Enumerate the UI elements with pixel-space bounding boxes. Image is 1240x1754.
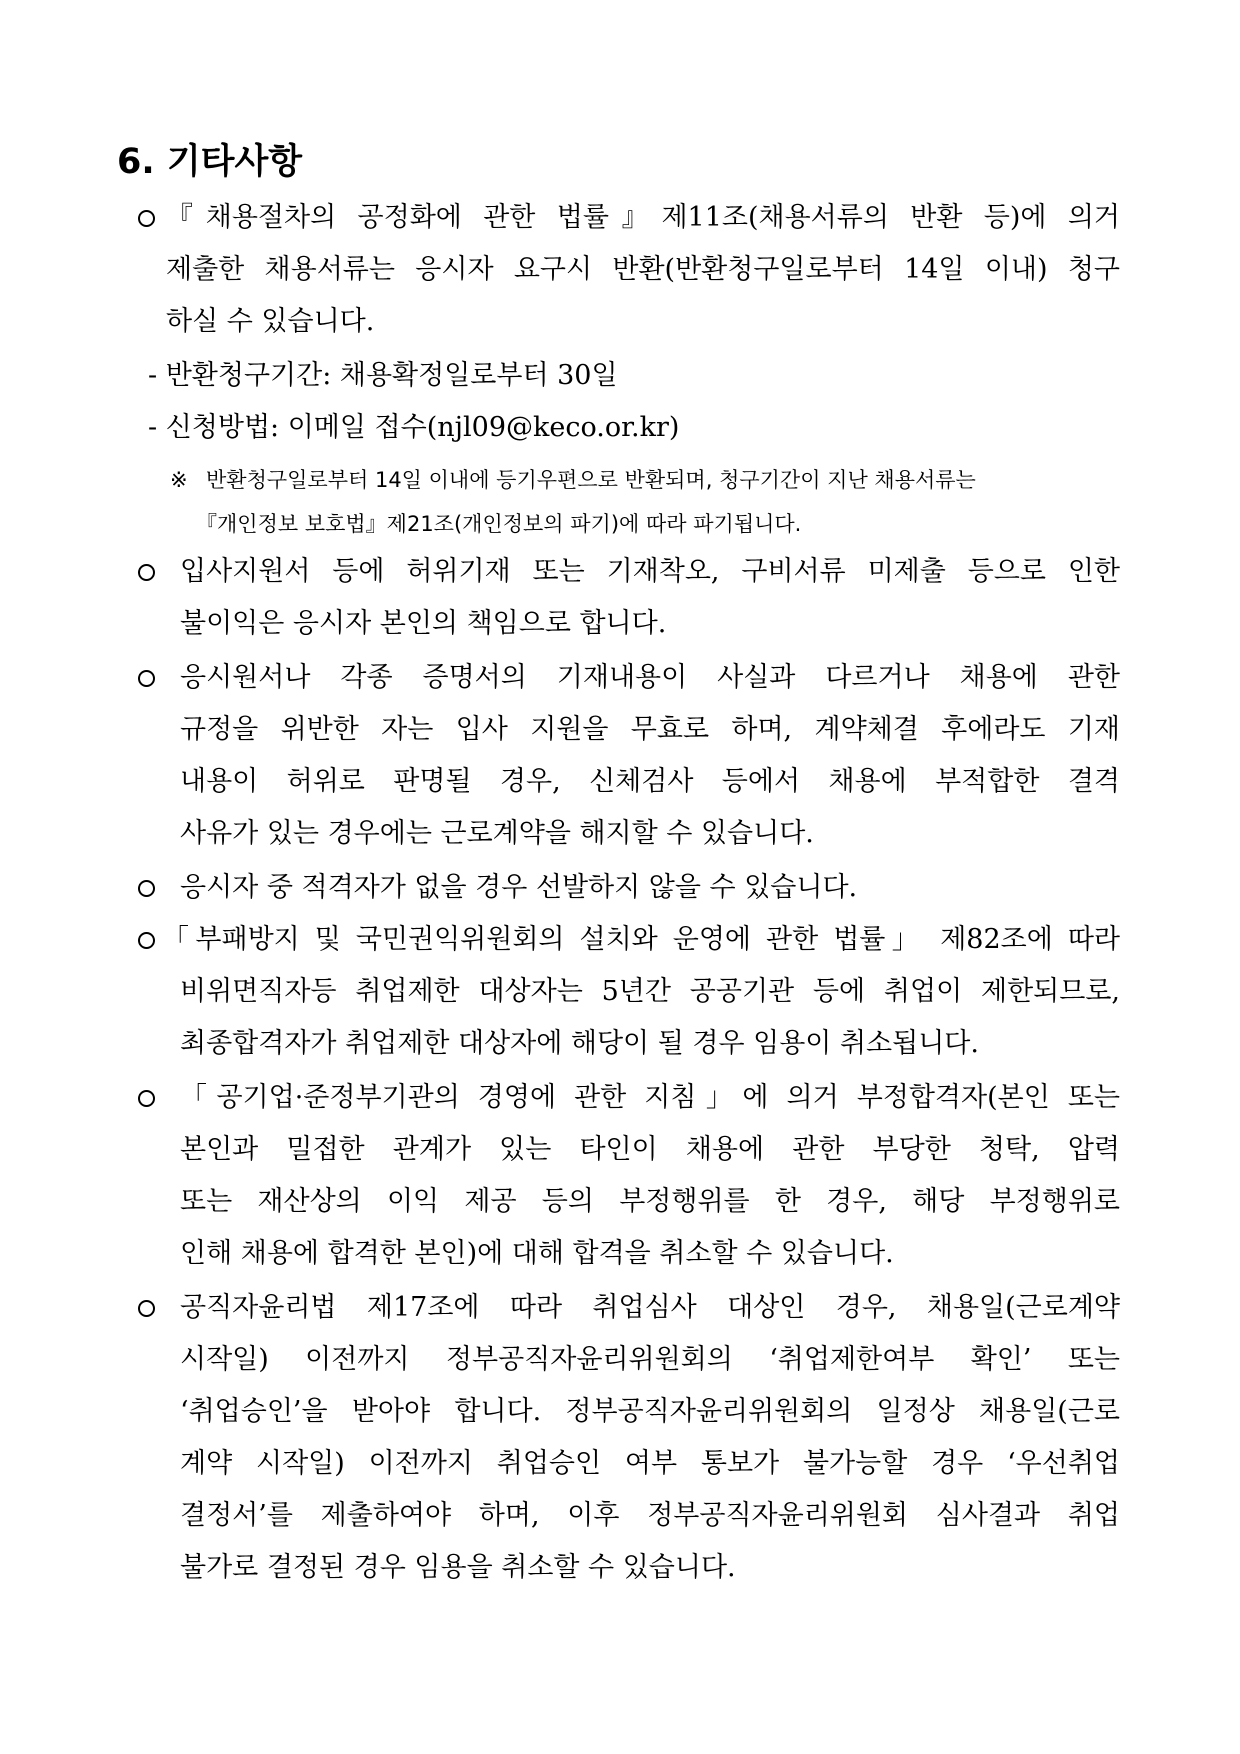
bullet-circle-icon <box>138 1282 155 1334</box>
item-1-line-3: 하실 수 있습니다. <box>166 306 375 337</box>
bullet-circle-icon <box>138 192 155 244</box>
item-3-line-4: 사유가 있는 경우에는 근로계약을 해지할 수 있습니다. <box>180 818 814 849</box>
item-3-line-3: 내용이 허위로 판명될 경우, 신체검사 등에서 채용에 부적합한 결격 <box>180 766 1120 797</box>
item-6-line-2: 본인과 밀접한 관계가 있는 타인이 채용에 관한 부당한 청탁, 압력 <box>180 1134 1120 1165</box>
item-3-line-1: 응시원서나 각종 증명서의 기재내용이 사실과 다르거나 채용에 관한 <box>180 662 1120 693</box>
item-4-line-1: 응시자 중 적격자가 없을 경우 선발하지 않을 수 있습니다. <box>180 872 858 903</box>
bullet-circle-icon <box>138 546 155 598</box>
item-5-line-2: 비위면직자등 취업제한 대상자는 5년간 공공기관 등에 취업이 제한되므로, <box>180 976 1120 1007</box>
bullet-circle-icon <box>138 1072 155 1124</box>
item-7-line-1: 공직자윤리법 제17조에 따라 취업심사 대상인 경우, 채용일(근로계약 <box>180 1292 1120 1323</box>
item-1-line-1: 『채용절차의 공정화에 관한 법률』제11조(채용서류의 반환 등)에 의거 <box>166 202 1120 233</box>
item-7-line-3: ‘취업승인’을 받아야 합니다. 정부공직자윤리위원회의 일정상 채용일(근로 <box>180 1396 1120 1427</box>
item-5-line-3: 최종합격자가 취업제한 대상자에 해당이 될 경우 임용이 취소됩니다. <box>180 1028 979 1059</box>
item-6-line-1: 「공기업·준정부기관의 경영에 관한 지침」에 의거 부정합격자(본인 또는 <box>180 1082 1120 1113</box>
bullet-circle-icon <box>138 652 155 704</box>
bullet-circle-icon <box>138 862 155 914</box>
note-mark: ※ <box>170 468 188 492</box>
item-3-line-2: 규정을 위반한 자는 입사 지원을 무효로 하며, 계약체결 후에라도 기재 <box>180 714 1120 745</box>
item-7-line-4: 계약 시작일) 이전까지 취업승인 여부 통보가 불가능할 경우 ‘우선취업 <box>180 1448 1120 1479</box>
item-2-line-2: 불이익은 응시자 본인의 책임으로 합니다. <box>180 608 667 639</box>
item-7-line-5: 결정서’를 제출하여야 하며, 이후 정부공직자윤리위원회 심사결과 취업 <box>180 1500 1120 1531</box>
item-6-line-3: 또는 재산상의 이익 제공 등의 부정행위를 한 경우, 해당 부정행위로 <box>180 1186 1120 1217</box>
item-7-line-6: 불가로 결정된 경우 임용을 취소할 수 있습니다. <box>180 1552 736 1583</box>
item-2-line-1: 입사지원서 등에 허위기재 또는 기재착오, 구비서류 미제출 등으로 인한 <box>180 556 1120 587</box>
item-5-line-1: 「부패방지 및 국민권익위원회의 설치와 운영에 관한 법률」 제82조에 따라 <box>162 924 1120 955</box>
item-6-line-4: 인해 채용에 합격한 본인)에 대해 합격을 취소할 수 있습니다. <box>180 1238 894 1269</box>
return-period-subitem: - 반환청구기간: 채용확정일로부터 30일 <box>148 360 618 391</box>
note-line-1: 반환청구일로부터 14일 이내에 등기우편으로 반환되며, 청구기간이 지난 채용서류는 <box>206 468 976 492</box>
application-method-subitem: - 신청방법: 이메일 접수(njl09@keco.or.kr) <box>148 412 680 443</box>
bullet-circle-icon <box>138 914 155 966</box>
item-7-line-2: 시작일) 이전까지 정부공직자윤리위원회의 ‘취업제한여부 확인’ 또는 <box>180 1344 1120 1375</box>
section-heading: 6. 기타사항 <box>117 142 303 182</box>
item-1-line-2: 제출한 채용서류는 응시자 요구시 반환(반환청구일로부터 14일 이내) 청구 <box>166 254 1120 285</box>
note-line-2: 『개인정보 보호법』제21조(개인정보의 파기)에 따라 파기됩니다. <box>196 512 802 536</box>
